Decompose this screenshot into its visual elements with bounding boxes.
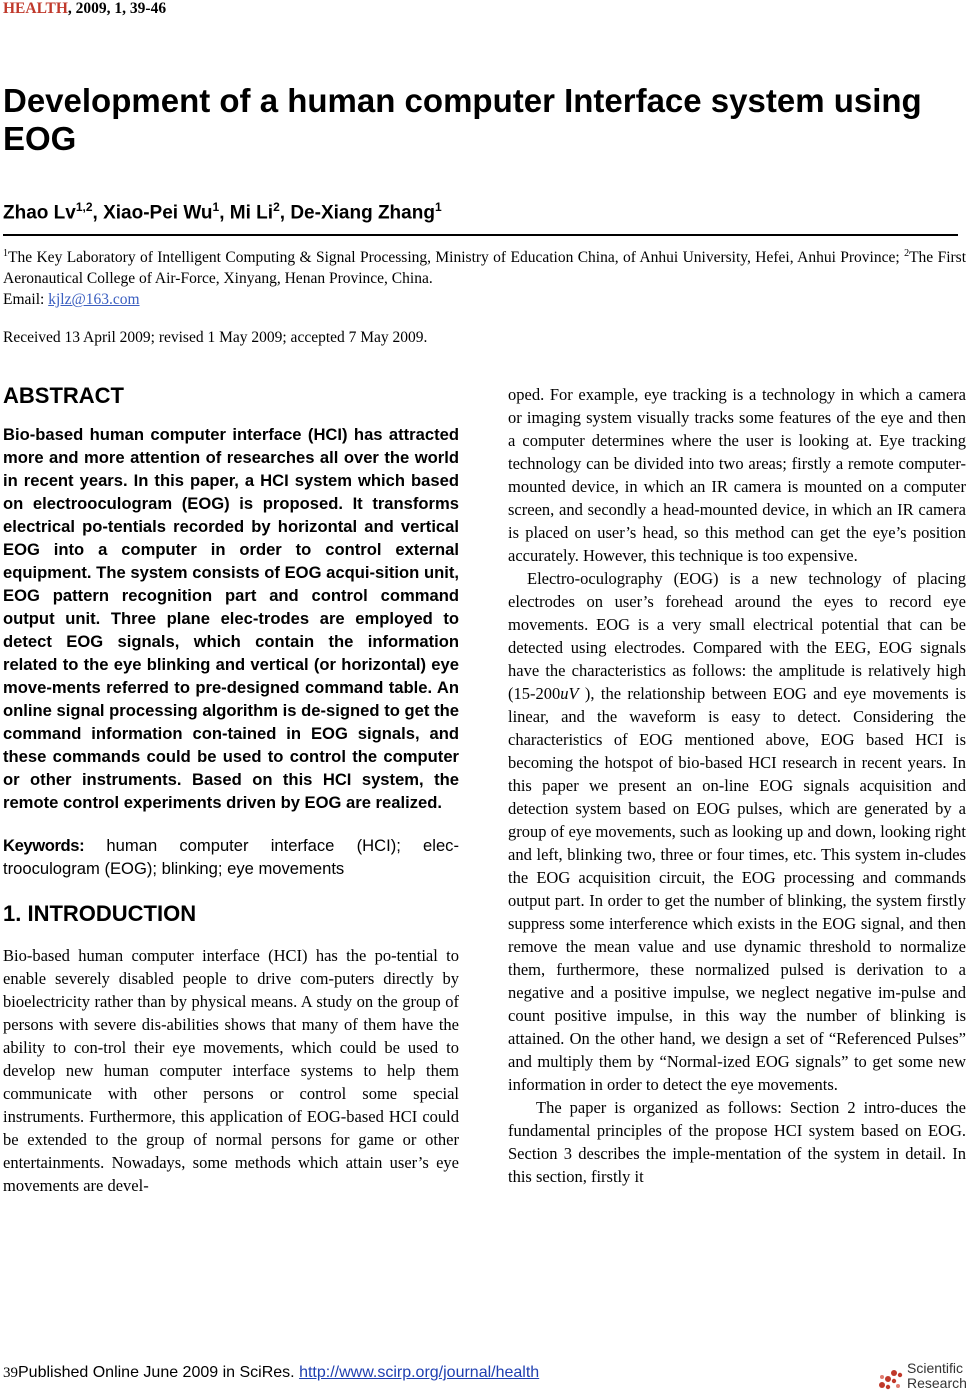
paper-title: Development of a human computer Interface system using EOG — [3, 82, 922, 157]
email-label: Email: — [3, 291, 49, 309]
unit-symbol: uV — [560, 684, 579, 703]
author-name: Mi Li — [229, 202, 274, 224]
header-divider — [3, 234, 958, 236]
journal-header — [3, 0, 166, 18]
right-column — [508, 383, 966, 1188]
journal-name: HEALTH — [3, 0, 68, 17]
author-affiliation-mark: 1,2 — [75, 200, 93, 214]
affiliation-text: The Key Laboratory of Intelligent Computing & Signal Processing, Ministry of Education China, of Anhui University, Hefei, Anhui Province; — [8, 249, 905, 267]
email-link[interactable]: kjlz@163.com — [48, 291, 140, 309]
affiliation-mark: 1 — [3, 248, 8, 259]
journal-url-link[interactable]: http://www.scirp.org/journal/health — [299, 1364, 540, 1381]
published-note: Published Online June 2009 in SciRes. — [18, 1364, 300, 1381]
publisher-logo — [876, 1361, 968, 1393]
page-number: 39 — [3, 1365, 18, 1381]
intro-paragraph-2 — [508, 567, 966, 1096]
journal-info: , 2009, 1, 39-46 — [67, 0, 167, 17]
author-name: De-Xiang Zhang — [290, 202, 435, 224]
scientific-research-logo-icon — [876, 1367, 904, 1391]
logo-line-1: Scientific — [907, 1360, 964, 1376]
left-column — [3, 382, 459, 1197]
author-affiliation-mark: 1 — [434, 200, 442, 214]
received-dates: Received 13 April 2009; revised 1 May 2009; accepted 7 May 2009. — [3, 329, 428, 346]
author-affiliation-mark: 2 — [273, 200, 280, 214]
keywords — [3, 834, 459, 880]
affiliations — [3, 243, 966, 310]
abstract-heading: ABSTRACT — [3, 383, 124, 408]
intro-paragraph-3: The paper is organized as follows: Section 2 intro-duces the fundamental principles of the propose HCI system based on EOG. Section 3 describes the imple-mentation of the system in detail. In this section, firstly it — [508, 1098, 966, 1186]
footer — [3, 1364, 539, 1382]
logo-wordmark — [907, 1361, 967, 1391]
abstract-text: Bio-based human computer interface (HCI) has attracted more and more attention of researches all over the world in recent years. In this paper, a HCI system which based on electrooculogram (EOG) is proposed. It transforms electrical po-tentials recorded by horizontal and vertical EOG into a computer in order to control external equipment. The system consists of EOG acqui-sition unit, EOG pattern recognition part and control command output unit. Three plane elec-trodes are employed to detect EOG signals, which contain the information related to the eye blinking and vertical (or horizontal) eye move-ments referred to pre-designed command table. An online signal processing algorithm is de-signed to get the command information con-tained in EOG signals, and these commands could be used to control the computer or other instruments. Based on this HCI system, the remote control experiments driven by EOG are realized. — [3, 425, 459, 812]
author-name: Xiao-Pei Wu — [103, 202, 213, 224]
keywords-text: human computer interface (HCI); elec-trooculogram (EOG); blinking; eye movements — [3, 836, 459, 878]
intro-paragraph-1-continued: oped. For example, eye tracking is a technology in which a camera or imaging system visually tracks some features of the eye and then a computer determines where the user is looking at. Eye tracking technology can be divided into two areas; firstly a remote computer-mounted device, in which an IR camera is mounted on a computer screen, and secondly a head-mounted device, in which an IR camera is placed on user’s head, so this method can get the eye’s position accurately. However, this technique is too expensive. — [508, 385, 966, 565]
author-list: Zhao Lv$^{1,2}$, Xiao-Pei Wu$^1$, Mi Li$^2$, De-Xiang Zhang$^1$ — [3, 200, 442, 224]
paragraph-text: Electro-oculography (EOG) is a new technology of placing electrodes on user’s forehead around the eyes to record eye movements. EOG is a very small electrical potential that can be detected using electrodes. Compared with the EEG, EOG signals have the characteristics as follows: the amplitude is relatively high (15-200 — [508, 569, 966, 703]
intro-paragraph-1: Bio-based human computer interface (HCI) has the po-tential to enable severely disabled people to drive com-puters directly by bioelectricity rather than by physical means. A study on the group of persons with severe dis-abilities shows that many of them have the ability to con-trol their eye movements, which could be used to develop new human computer interface systems to help them communicate with other persons or control some special instruments. Furthermore, this application of EOG-based HCI could be extended to the group of normal persons for game or other entertainments. Nowadays, some methods which attain user’s eye movements are devel- — [3, 946, 459, 1195]
logo-line-2: Research — [907, 1375, 967, 1391]
keywords-label: Keywords: — [3, 836, 85, 855]
author-name: Zhao Lv — [3, 202, 76, 224]
paragraph-text: ), the relationship between EOG and eye movements is linear, and the waveform is easy to detect. Considering the characteristics of EOG mentioned above, EOG based HCI is becoming the hotspot of bio-based HCI research in recent years. In this paper we present an on-line EOG signals acquisition and detection system based on EOG pulses, which are generated by a group of eye movements, such as looking up and down, looking right and left, blinking two, three or four times, etc. This system in-cludes the EOG acquisition circuit, the EOG processing and commands output part. In order to get the number of blinking, the system firstly suppress some interference which exists in the EOG signal, and then remove the mean value and use dynamic threshold to normalize them, furthermore, these normalized pulsed is derivation to a negative and a positive impulse, we neglect negative im-pulse and count positive impulse, in this way the number of blinking is attained. On the other hand, we design a set of “Referenced Pulses” and multiply them by “Normal-ized EOG signals” to get some new information in order to detect the eye movements. — [508, 684, 966, 1094]
affiliation-text: The First Aeronautical College of Air-Force, Xinyang, Henan Province, China. — [3, 249, 966, 288]
introduction-heading: 1. INTRODUCTION — [3, 901, 197, 926]
affiliation-mark: 2 — [904, 248, 910, 259]
author-affiliation-mark: 1 — [212, 200, 220, 214]
